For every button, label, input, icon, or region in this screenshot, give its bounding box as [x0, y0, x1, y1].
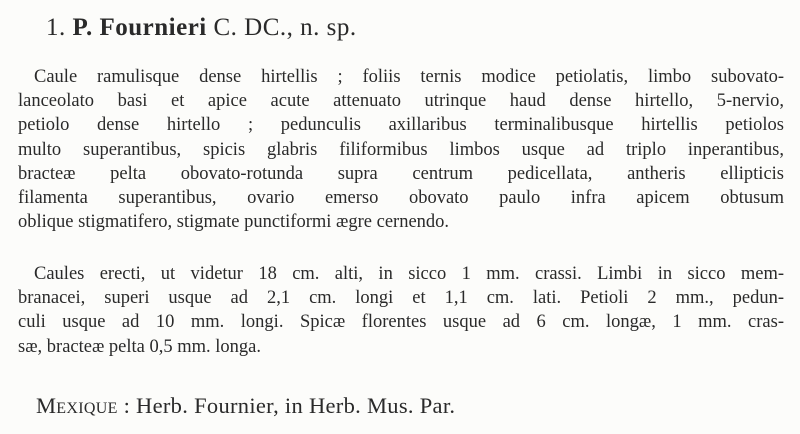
notes-line: culi usque ad 10 mm. longi. Spicæ florentes usque ad 6 cm. longæ, 1 mm. cras-: [18, 312, 784, 333]
species-number: 1.: [46, 14, 66, 41]
description-line: lanceolato basi et apice acute attenuato utrinque haud dense hirtello, 5-nervio,: [18, 91, 784, 112]
locality-country: Mexique: [36, 393, 118, 418]
measurement-notes: [18, 262, 784, 359]
notes-line: branacei, superi usque ad 2,1 cm. longi et 1,1 cm. lati. Petioli 2 mm., pedun-: [18, 288, 784, 309]
species-heading: [46, 14, 357, 42]
notes-line: Caules erecti, ut videtur 18 cm. alti, in sicco 1 mm. crassi. Limbi in sicco mem-: [34, 264, 784, 284]
description-line: filamenta superantibus, ovario emerso obovato paulo infra apicem obtusum: [18, 188, 784, 209]
genus-abbrev: P.: [72, 14, 93, 41]
locality-line: [36, 393, 455, 419]
description-line: bracteæ pelta obovato-rotunda supra centrum pedicellata, antheris ellipticis: [18, 163, 784, 184]
description-line: oblique stigmatifero, stigmate punctiformi ægre cernendo.: [18, 212, 450, 233]
notes-line: sæ, bracteæ pelta 0,5 mm. longa.: [18, 336, 262, 357]
species-epithet: Fournieri: [99, 14, 207, 41]
description-line: Caule ramulisque dense hirtellis ; foliis ternis modice petiolatis, limbo subovato-: [34, 67, 784, 87]
description-line: petiolo dense hirtello ; pedunculis axillaribus terminalibusque hirtellis petiolos: [18, 115, 784, 136]
locality-herbarium: : Herb. Fournier, in Herb. Mus. Par.: [117, 393, 456, 418]
latin-description: [18, 65, 784, 234]
species-authority: C. DC., n. sp.: [213, 14, 357, 41]
description-line: multo superantibus, spicis glabris filiformibus limbos usque ad triplo inperantibus,: [18, 139, 784, 160]
